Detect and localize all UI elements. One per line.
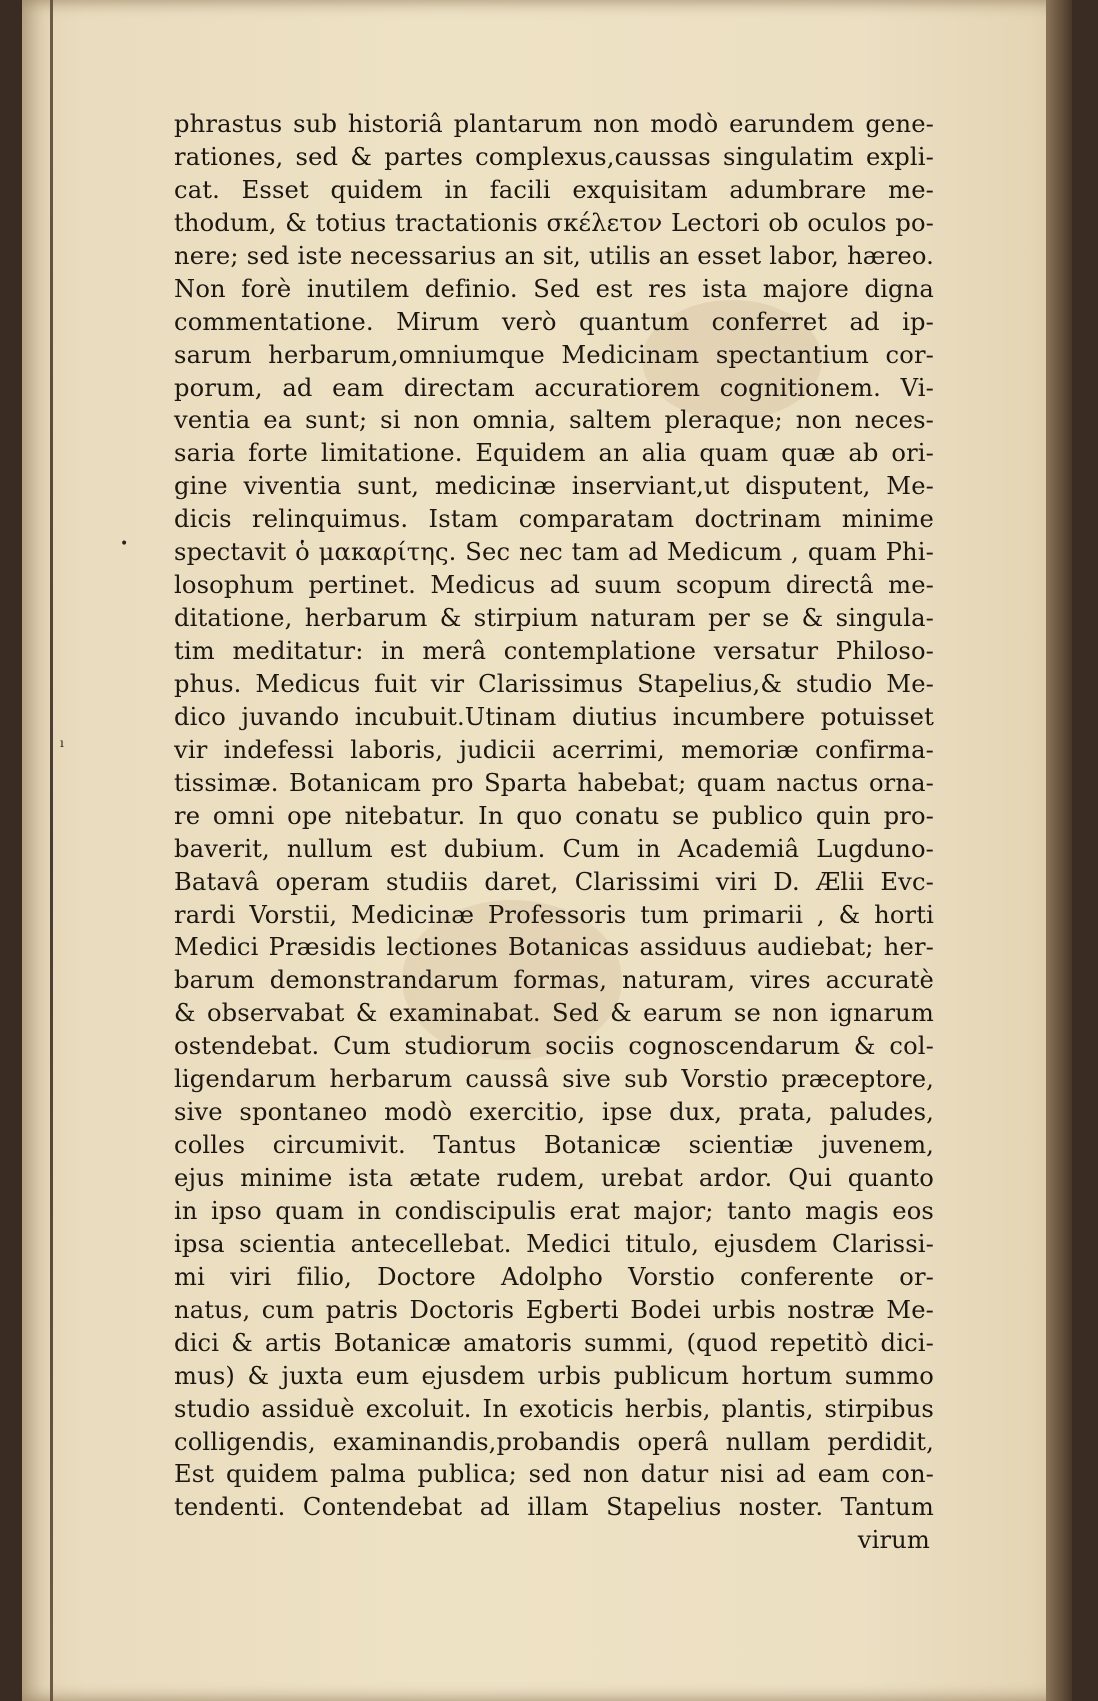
text-line: spectavit ὁ μακαρίτης. Sec nec tam ad Medicum , quam Phi- [174, 538, 934, 567]
text-line: baverit, nullum est dubium. Cum in Academiâ Lugduno- [174, 834, 934, 863]
text-line: nere; sed iste necessarius an sit, utilis an esset labor, hæreo. [174, 241, 934, 270]
text-line: Est quidem palma publica; sed non datur nisi ad eam con- [174, 1460, 934, 1489]
text-line: ejus minime ista ætate rudem, urebat ardor. Qui quanto [174, 1164, 934, 1192]
text-line: mus) & juxta eum ejusdem urbis publicum hortum summo [174, 1361, 934, 1390]
text-line: Non forè inutilem definio. Sed est res ista majore digna [174, 274, 934, 303]
text-line: ostendebat. Cum studiorum sociis cognoscendarum & col- [174, 1032, 934, 1061]
margin-dot: • [120, 536, 129, 552]
text-line: commentatione. Mirum verò quantum conferret ad ip- [174, 307, 934, 336]
text-line: vir indefessi laboris, judicii acerrimi, memoriæ confirma- [174, 735, 934, 764]
text-line: sive spontaneo modò exercitio, ipse dux, prata, paludes, [174, 1098, 934, 1127]
text-line: losophum pertinet. Medicus ad suum scopum directâ me- [174, 571, 934, 600]
text-line: Batavâ operam studiis daret, Clarissimi viri D. Ælii Evc- [174, 867, 934, 896]
text-line: dico juvando incubuit.Utinam diutius incumbere potuisset [174, 702, 934, 731]
book-page [22, 0, 1072, 1701]
text-line: dici & artis Botanicæ amatoris summi, (quod repetitò dici- [174, 1328, 934, 1357]
text-line: ventia ea sunt; si non omnia, saltem pleraque; non neces- [174, 406, 934, 435]
text-line: ipsa scientia antecellebat. Medici titulo, ejusdem Clarissi- [174, 1229, 934, 1258]
text-line: Medici Præsidis lectiones Botanicas assiduus audiebat; her- [174, 933, 934, 962]
text-line: porum, ad eam directam accuratiorem cognitionem. Vi- [174, 373, 934, 402]
text-line: phus. Medicus fuit vir Clarissimus Stapelius,& studio Me- [174, 669, 934, 698]
text-line: phrastus sub historiâ plantarum non modò earundem gene- [174, 110, 934, 138]
text-line: cat. Esset quidem in facili exquisitam adumbrare me- [174, 175, 934, 204]
margin-tick: ı [60, 736, 64, 750]
text-line: ditatione, herbarum & stirpium naturam per se & singula- [174, 604, 934, 633]
text-line: rardi Vorstii, Medicinæ Professoris tum primarii , & horti [174, 900, 934, 929]
text-line: ligendarum herbarum caussâ sive sub Vorstio præceptore, [174, 1065, 934, 1094]
text-line: gine viventia sunt, medicinæ inserviant,ut disputent, Me- [174, 472, 934, 501]
text-line: colles circumivit. Tantus Botanicæ scientiæ juvenem, [174, 1131, 934, 1160]
text-line: sarum herbarum,omniumque Medicinam spectantium cor- [174, 340, 934, 369]
text-line: barum demonstrandarum formas, naturam, vires accuratè [174, 966, 934, 995]
catchword: virum [857, 1526, 930, 1555]
text-line: saria forte limitatione. Equidem an alia quam quæ ab ori- [174, 439, 934, 468]
text-line: natus, cum patris Doctoris Egberti Bodei urbis nostræ Me- [174, 1295, 934, 1324]
text-line: rationes, sed & partes complexus,caussas singulatim expli- [174, 142, 934, 171]
text-line: studio assiduè excoluit. In exoticis herbis, plantis, stirpibus [174, 1394, 934, 1423]
body-text [174, 108, 934, 1557]
text-line: & observabat & examinabat. Sed & earum se non ignarum [174, 999, 934, 1028]
page-edge [1046, 0, 1072, 1701]
text-line: thodum, & totius tractationis σκέλετον Lectori ob oculos po- [174, 208, 934, 237]
binding-gutter [50, 0, 53, 1701]
text-line: in ipso quam in condiscipulis erat major; tanto magis eos [174, 1196, 934, 1225]
text-line: mi viri filio, Doctore Adolpho Vorstio conferente or- [174, 1262, 934, 1291]
text-line: tim meditatur: in merâ contemplatione versatur Philoso- [174, 637, 934, 665]
text-line: dicis relinquimus. Istam comparatam doctrinam minime [174, 505, 934, 534]
text-line: colligendis, examinandis,probandis operâ nullam perdidit, [174, 1427, 934, 1456]
text-line: tissimæ. Botanicam pro Sparta habebat; quam nactus orna- [174, 768, 934, 797]
text-line: re omni ope nitebatur. In quo conatu se publico quin pro- [174, 801, 934, 830]
text-line: tendenti. Contendebat ad illam Stapelius noster. Tantum [174, 1493, 934, 1522]
